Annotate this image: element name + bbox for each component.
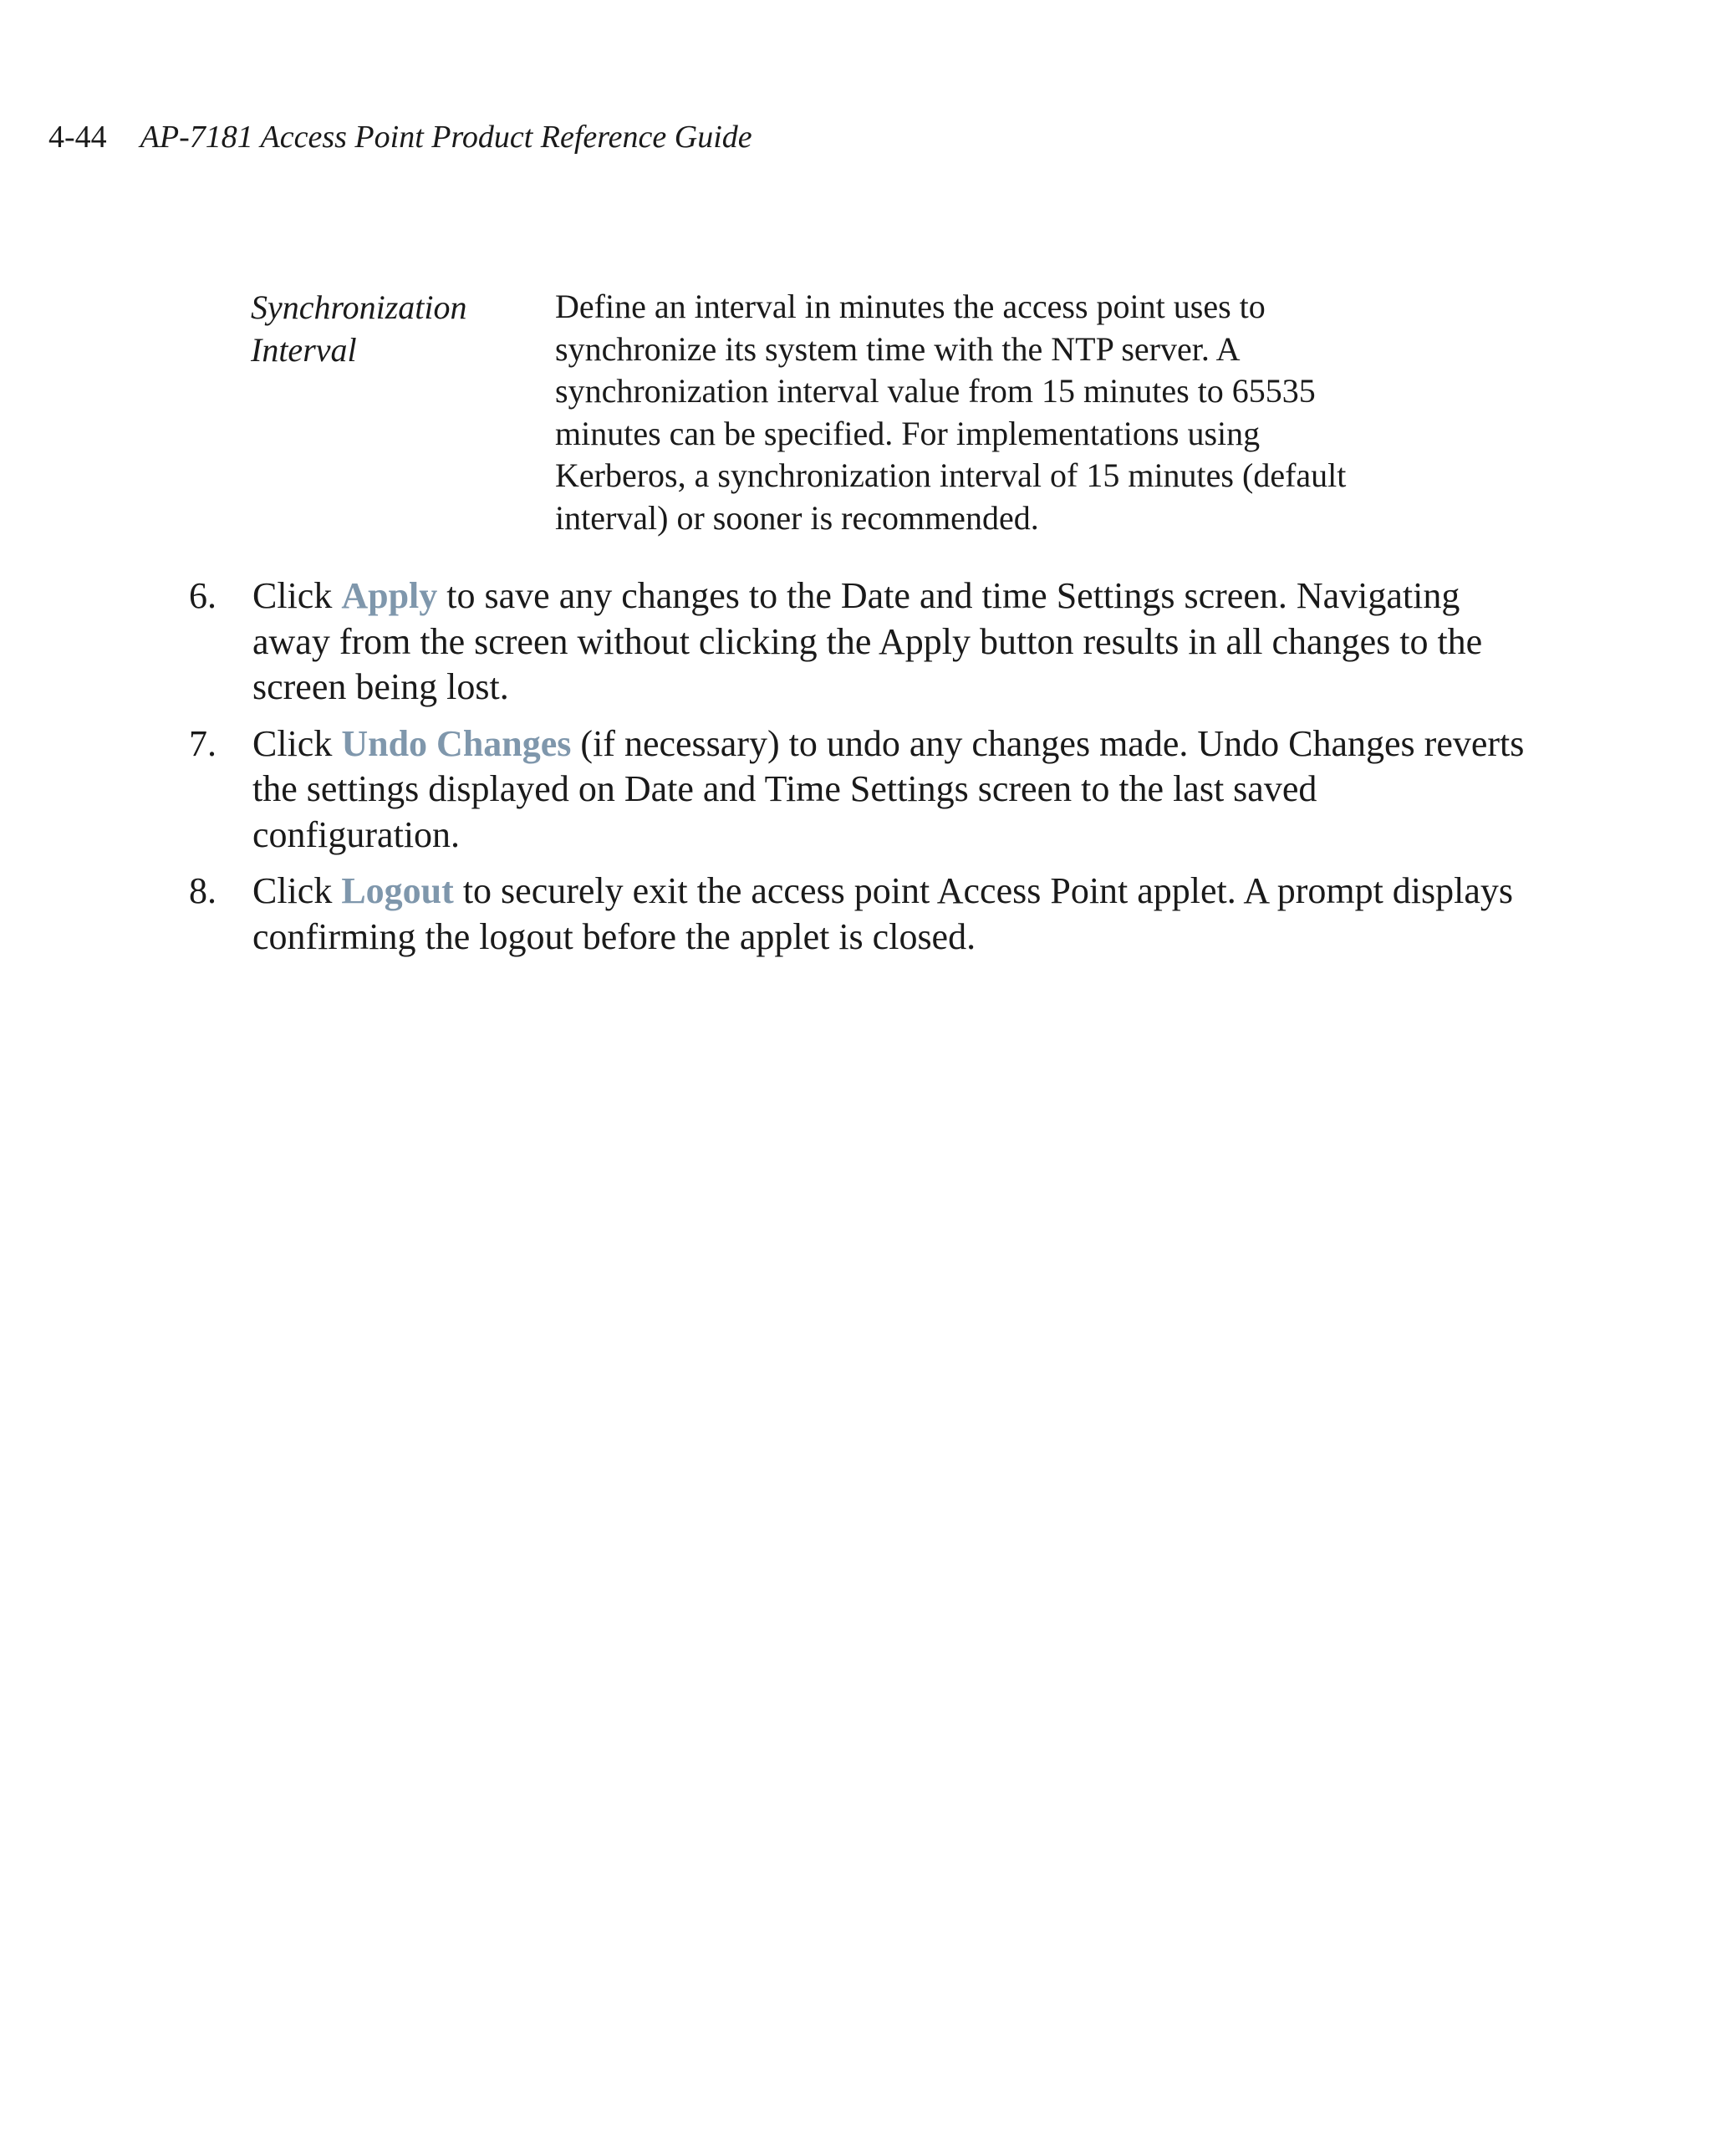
step-number: 8. [189, 870, 217, 911]
step-description: to securely exit the access point Access Point applet. A prompt displays confirming the logout before the applet is closed. [252, 870, 1514, 957]
step-prefix: Click [252, 575, 342, 616]
step-description: to save any changes to the Date and time Settings screen. Navigating away from the screen without clicking the Apply button results in all changes to the screen being lost. [252, 575, 1483, 707]
step-number: 7. [189, 722, 217, 764]
description-line: synchronize its system time with the NTP server. A [555, 329, 1241, 368]
parameter-name-line: Synchronization [251, 288, 467, 326]
page-number: 4-44 [48, 120, 107, 155]
guide-title: AP-7181 Access Point Product Reference Guide [140, 120, 752, 155]
logout-term: Logout [341, 870, 454, 911]
description-line: synchronization interval value from 15 minutes to 65535 [555, 372, 1316, 410]
procedure-steps [189, 573, 1526, 971]
undo-changes-term: Undo Changes [341, 722, 572, 764]
page-header [48, 115, 752, 159]
step-apply [189, 573, 1526, 711]
step-text [252, 869, 1526, 960]
description-line: minutes can be specified. For implementations using [555, 414, 1261, 452]
parameter-description [555, 286, 1399, 540]
parameter-name [251, 286, 535, 371]
step-prefix: Click [252, 722, 342, 764]
step-text [252, 721, 1526, 859]
step-undo-changes [189, 721, 1526, 859]
description-line: Define an interval in minutes the access point uses to [555, 288, 1266, 325]
step-prefix: Click [252, 870, 342, 911]
apply-term: Apply [341, 575, 438, 616]
step-number: 6. [189, 575, 217, 616]
description-line: Kerberos, a synchronization interval of 15 minutes (default [555, 456, 1347, 495]
parameter-name-line: Interval [251, 331, 357, 369]
step-logout [189, 869, 1526, 960]
step-description: (if necessary) to undo any changes made. Undo Changes reverts the settings displayed on Date and Time Settings screen to the last saved configuration. [252, 722, 1525, 855]
step-text [252, 573, 1526, 711]
description-line: interval) or sooner is recommended. [555, 498, 1039, 537]
